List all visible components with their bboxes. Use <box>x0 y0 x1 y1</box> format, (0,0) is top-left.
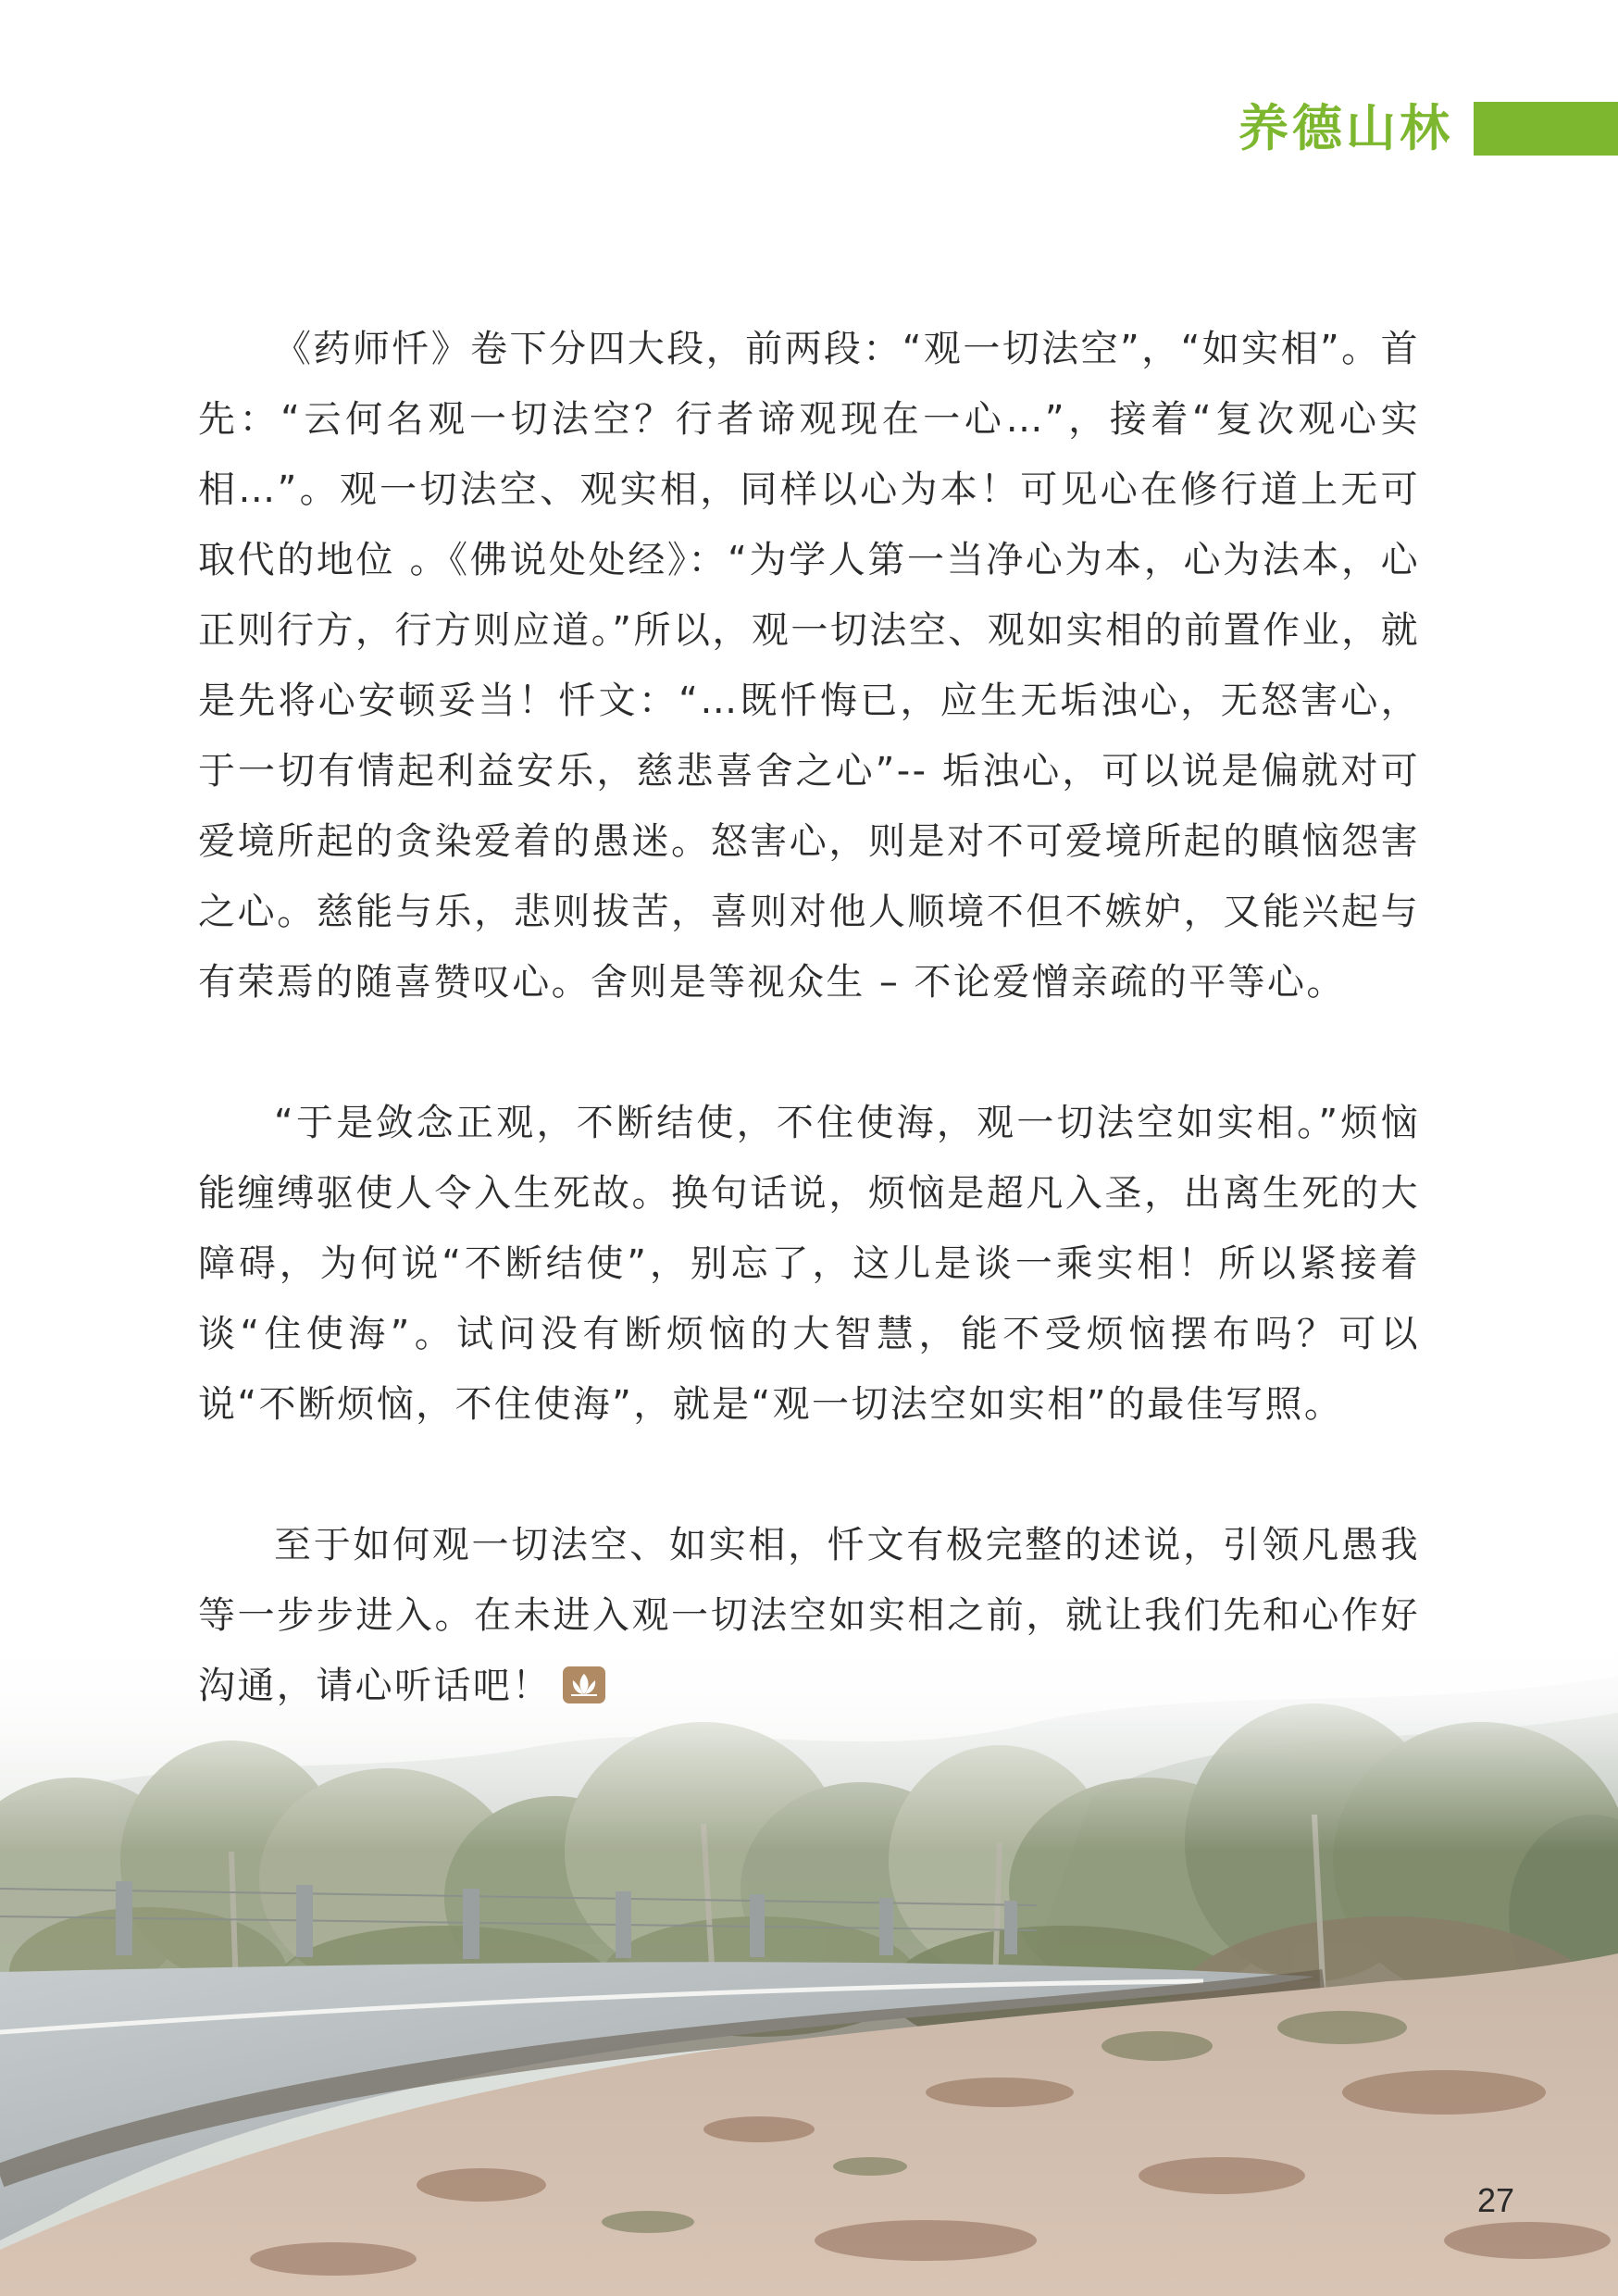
paragraph: 《药师忏》卷下分四大段，前两段：“观一切法空”，“如实相”。首先：“云何名观一切法空？行者谛观现在一心…”，接着“复次观心实相…”。观一切法空、观实相，同样以心为本！可见心在修行道上无可取代的地位 。《佛说处处经》：“为学人第一当净心为本，心为法本，心正则行方，行方则应道。”所以，观一切法空、观如实相的前置作业，就是先将心安顿妥当！忏文：“…既忏悔已，应生无垢浊心，无怒害心，于一切有情起利益安乐，慈悲喜舍之心”-- 垢浊心，可以说是偏就对可爱境所起的贪染爱着的愚迷。怒害心，则是对不可爱境所起的瞋恼怨害之心。慈能与乐，悲则拔苦，喜则对他人顺境不但不嫉妒，又能兴起与有荣焉的随喜赞叹心。舍则是等视众生 – 不论爱憎亲疏的平等心。 <box>198 328 1420 1004</box>
article-body <box>198 314 1420 1721</box>
paragraph-last <box>198 1510 1420 1721</box>
paragraph-text: 至于如何观一切法空、如实相，忏文有极完整的述说，引领凡愚我等一步步进入。在未进入观一切法空如实相之前，就让我们先和心作好沟通，请心听话吧！ <box>198 1524 1420 1707</box>
paragraph: “于是敛念正观，不断结使，不住使海，观一切法空如实相。”烦恼能缠缚驱使人令入生死故。换句话说，烦恼是超凡入圣，出离生死的大障碍，为何说“不断结使”，别忘了，这儿是谈一乘实相！所以紧接着谈“住使海”。试问没有断烦恼的大智慧，能不受烦恼摆布吗？可以说“不断烦恼，不住使海”，就是“观一切法空如实相”的最佳写照。 <box>198 1102 1420 1426</box>
lotus-icon <box>563 1666 605 1703</box>
page-number: 27 <box>1477 2181 1515 2219</box>
section-color-bar <box>1474 102 1618 156</box>
section-title: 养德山林 <box>1238 99 1453 157</box>
